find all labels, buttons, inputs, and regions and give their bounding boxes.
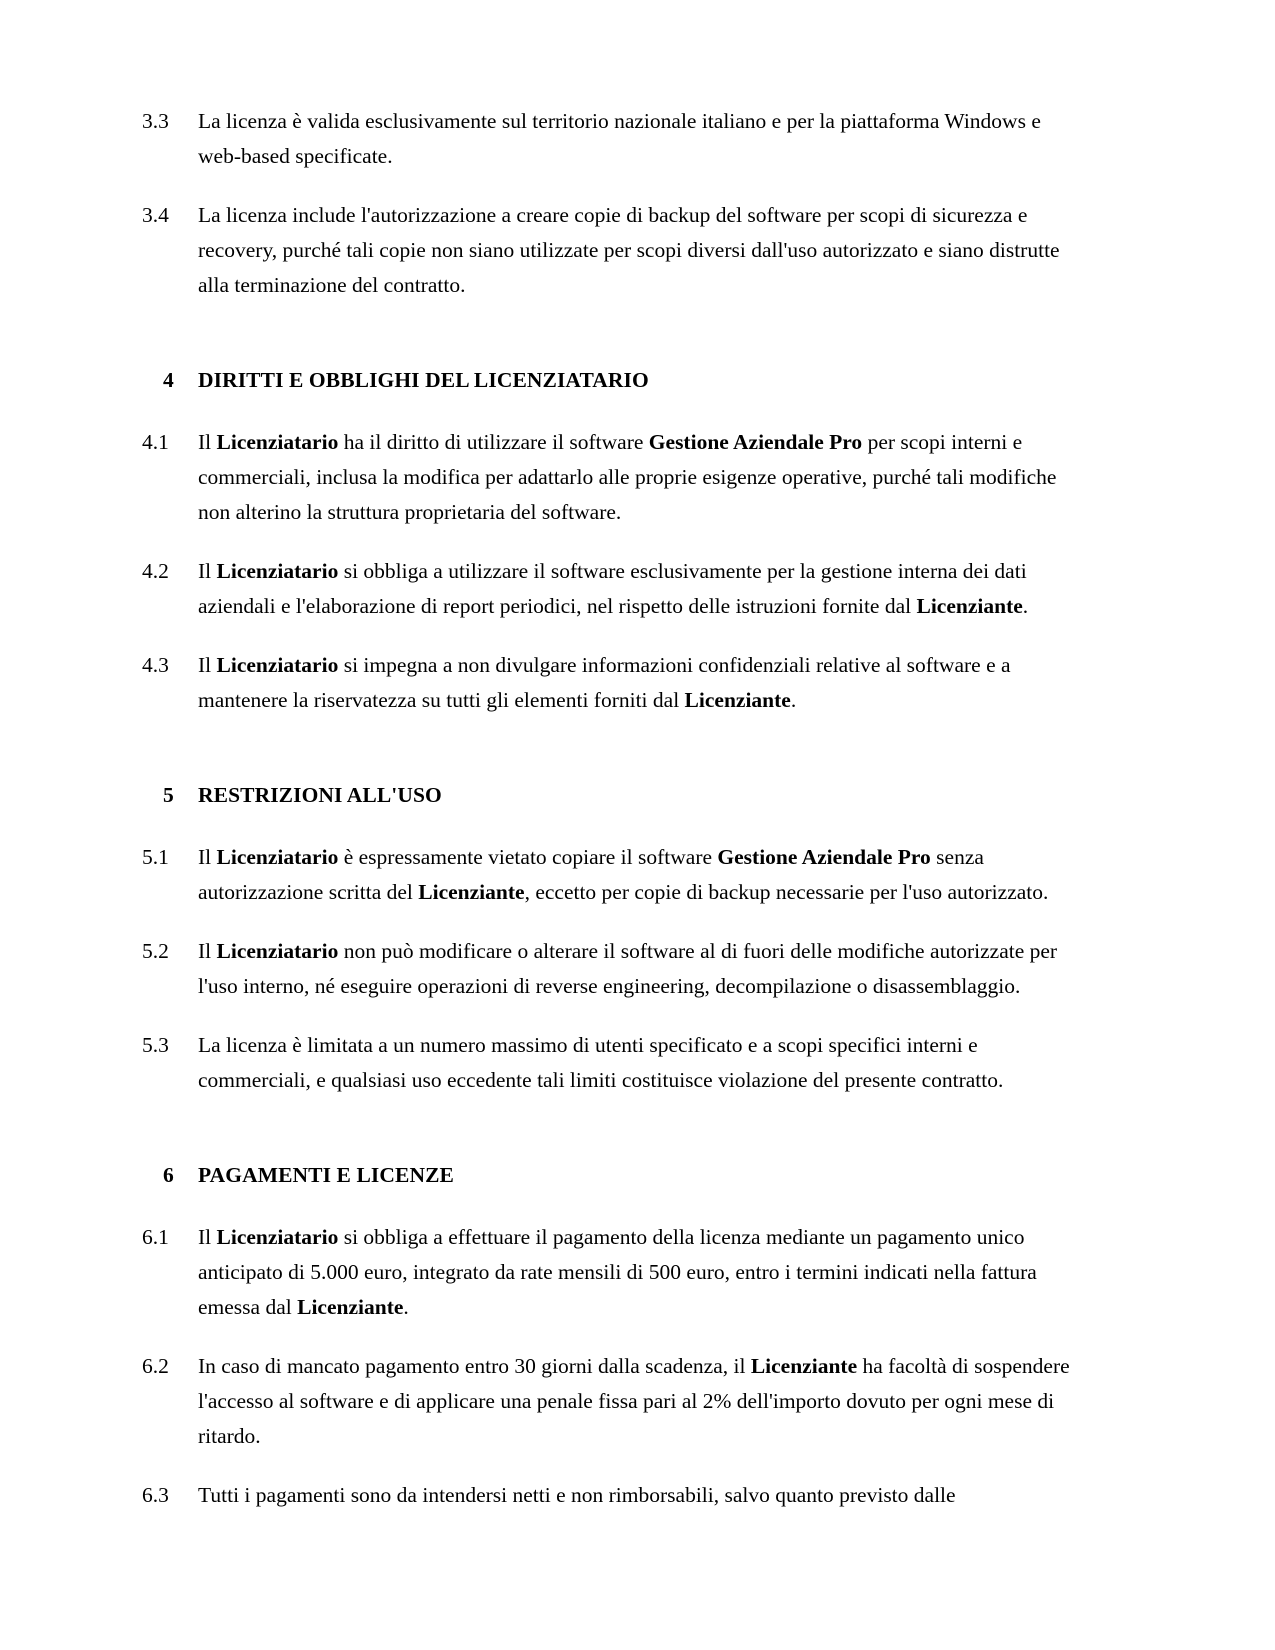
section-heading-number: 4: [163, 368, 174, 392]
clause-text-run: non può modificare o alterare il software al di fuori delle modifiche autorizzate per l'uso interno, né eseguire operazioni di reverse engineering, decompilazione o disassemblaggio.: [198, 939, 1058, 998]
clause-number: 6.3: [142, 1483, 169, 1507]
emphasised-term: Gestione Aziendale Pro: [648, 430, 863, 454]
section-heading-title: RESTRIZIONI ALL'USO: [198, 783, 442, 807]
clause-text-run: si impegna a non divulgare informazioni confidenziali relative al software e a mantenere la riservatezza su tutti gli elementi forniti dal: [198, 653, 1011, 712]
emphasised-term: Licenziatario: [216, 1225, 339, 1249]
clause-text-run: In caso di mancato pagamento entro 30 giorni dalla scadenza, il: [198, 1354, 751, 1378]
section-heading: [142, 780, 1072, 810]
clause-text-run: ha il diritto di utilizzare il software: [338, 430, 649, 454]
emphasised-term: Licenziante: [684, 688, 791, 712]
clause-paragraph: [142, 934, 1072, 1004]
clause-text-run: La licenza include l'autorizzazione a creare copie di backup del software per scopi di sicurezza e recovery, purché tali copie non siano utilizzate per scopi diversi dall'uso autorizzato e siano distrutte alla terminazione del contratto.: [198, 203, 1060, 297]
clause-text: [198, 1028, 1072, 1098]
clause-text: [198, 1478, 1072, 1513]
clause-text-run: si obbliga a effettuare il pagamento della licenza mediante un pagamento unico anticipato di 5.000 euro, integrato da rate mensili di 500 euro, entro i termini indicati nella fattura emessa dal: [198, 1225, 1037, 1319]
clause-paragraph: [142, 1220, 1072, 1325]
document-body: [142, 104, 1072, 1513]
clause-text-run: .: [790, 688, 797, 712]
section-heading-number: 5: [163, 783, 174, 807]
clause-text-run: ha facoltà di sospendere l'accesso al software e di applicare una penale fissa pari al 2% dell'importo dovuto per ogni mese di ritardo.: [198, 1354, 1070, 1448]
clause-text-run: senza autorizzazione scritta del: [198, 845, 984, 904]
clause-number: 4.2: [142, 559, 169, 583]
clause-text-run: si obbliga a utilizzare il software esclusivamente per la gestione interna dei dati aziendali e l'elaborazione di report periodici, nel rispetto delle istruzioni fornite dal: [198, 559, 1027, 618]
emphasised-term: Licenziante: [750, 1354, 858, 1378]
clause-text-run: è espressamente vietato copiare il software: [338, 845, 718, 869]
clause-text: [198, 198, 1072, 303]
emphasised-term: Licenziante: [418, 880, 525, 904]
section-heading: [142, 365, 1072, 395]
clause-text-run: La licenza è valida esclusivamente sul territorio nazionale italiano e per la piattaforma Windows e web-based specificate.: [198, 109, 1041, 168]
clause-text-run: La licenza è limitata a un numero massimo di utenti specificato e a scopi specifici interni e commerciali, e qualsiasi uso eccedente tali limiti costituisce violazione del presente contratto.: [198, 1033, 1004, 1092]
emphasised-term: Licenziatario: [216, 845, 339, 869]
emphasised-term: Licenziatario: [216, 430, 339, 454]
emphasised-term: Licenziante: [916, 594, 1023, 618]
clause-text-run: Il: [198, 939, 217, 963]
clause-paragraph: [142, 840, 1072, 910]
clause-number: 4.1: [142, 430, 169, 454]
clause-text: [198, 554, 1072, 624]
clause-text-run: Il: [198, 1225, 217, 1249]
emphasised-term: Licenziatario: [216, 559, 339, 583]
clause-number: 6.2: [142, 1354, 169, 1378]
clause-text-run: Il: [198, 653, 217, 677]
clause-paragraph: [142, 104, 1072, 174]
clause-number: 6.1: [142, 1225, 169, 1249]
clause-text: [198, 104, 1072, 174]
clause-number: 5.2: [142, 939, 169, 963]
clause-text: [198, 840, 1072, 910]
clause-paragraph: [142, 1478, 1072, 1513]
emphasised-term: Licenziatario: [216, 939, 339, 963]
clause-number: 3.4: [142, 203, 169, 227]
emphasised-term: Licenziatario: [216, 653, 339, 677]
clause-paragraph: [142, 1028, 1072, 1098]
clause-text-run: , eccetto per copie di backup necessarie per l'uso autorizzato.: [524, 880, 1049, 904]
clause-paragraph: [142, 554, 1072, 624]
clause-text-run: Il: [198, 845, 217, 869]
section-heading-title: DIRITTI E OBBLIGHI DEL LICENZIATARIO: [198, 368, 649, 392]
clause-text: [198, 1220, 1072, 1325]
section-heading: [142, 1160, 1072, 1190]
emphasised-term: Gestione Aziendale Pro: [717, 845, 931, 869]
clause-number: 3.3: [142, 109, 169, 133]
clause-text: [198, 934, 1072, 1004]
clause-paragraph: [142, 198, 1072, 303]
clause-text-run: .: [1022, 594, 1029, 618]
clause-text-run: Il: [198, 559, 217, 583]
clause-text-run: .: [403, 1295, 409, 1319]
section-heading-title: PAGAMENTI E LICENZE: [198, 1163, 454, 1187]
clause-number: 5.1: [142, 845, 169, 869]
clause-paragraph: [142, 1349, 1072, 1454]
clause-text-run: per scopi interni e commerciali, inclusa la modifica per adattarlo alle proprie esigenze operative, purché tali modifiche non alterino la struttura proprietaria del software.: [198, 430, 1057, 524]
clause-text: [198, 648, 1072, 718]
clause-text-run: Il: [198, 430, 217, 454]
clause-text-run: Tutti i pagamenti sono da intendersi netti e non rimborsabili, salvo quanto previsto dalle: [198, 1483, 956, 1507]
clause-number: 4.3: [142, 653, 169, 677]
clause-text: [198, 425, 1072, 530]
clause-text: [198, 1349, 1072, 1454]
clause-paragraph: [142, 425, 1072, 530]
emphasised-term: Licenziante: [297, 1295, 404, 1319]
clause-paragraph: [142, 648, 1072, 718]
clause-number: 5.3: [142, 1033, 169, 1057]
section-heading-number: 6: [163, 1163, 174, 1187]
